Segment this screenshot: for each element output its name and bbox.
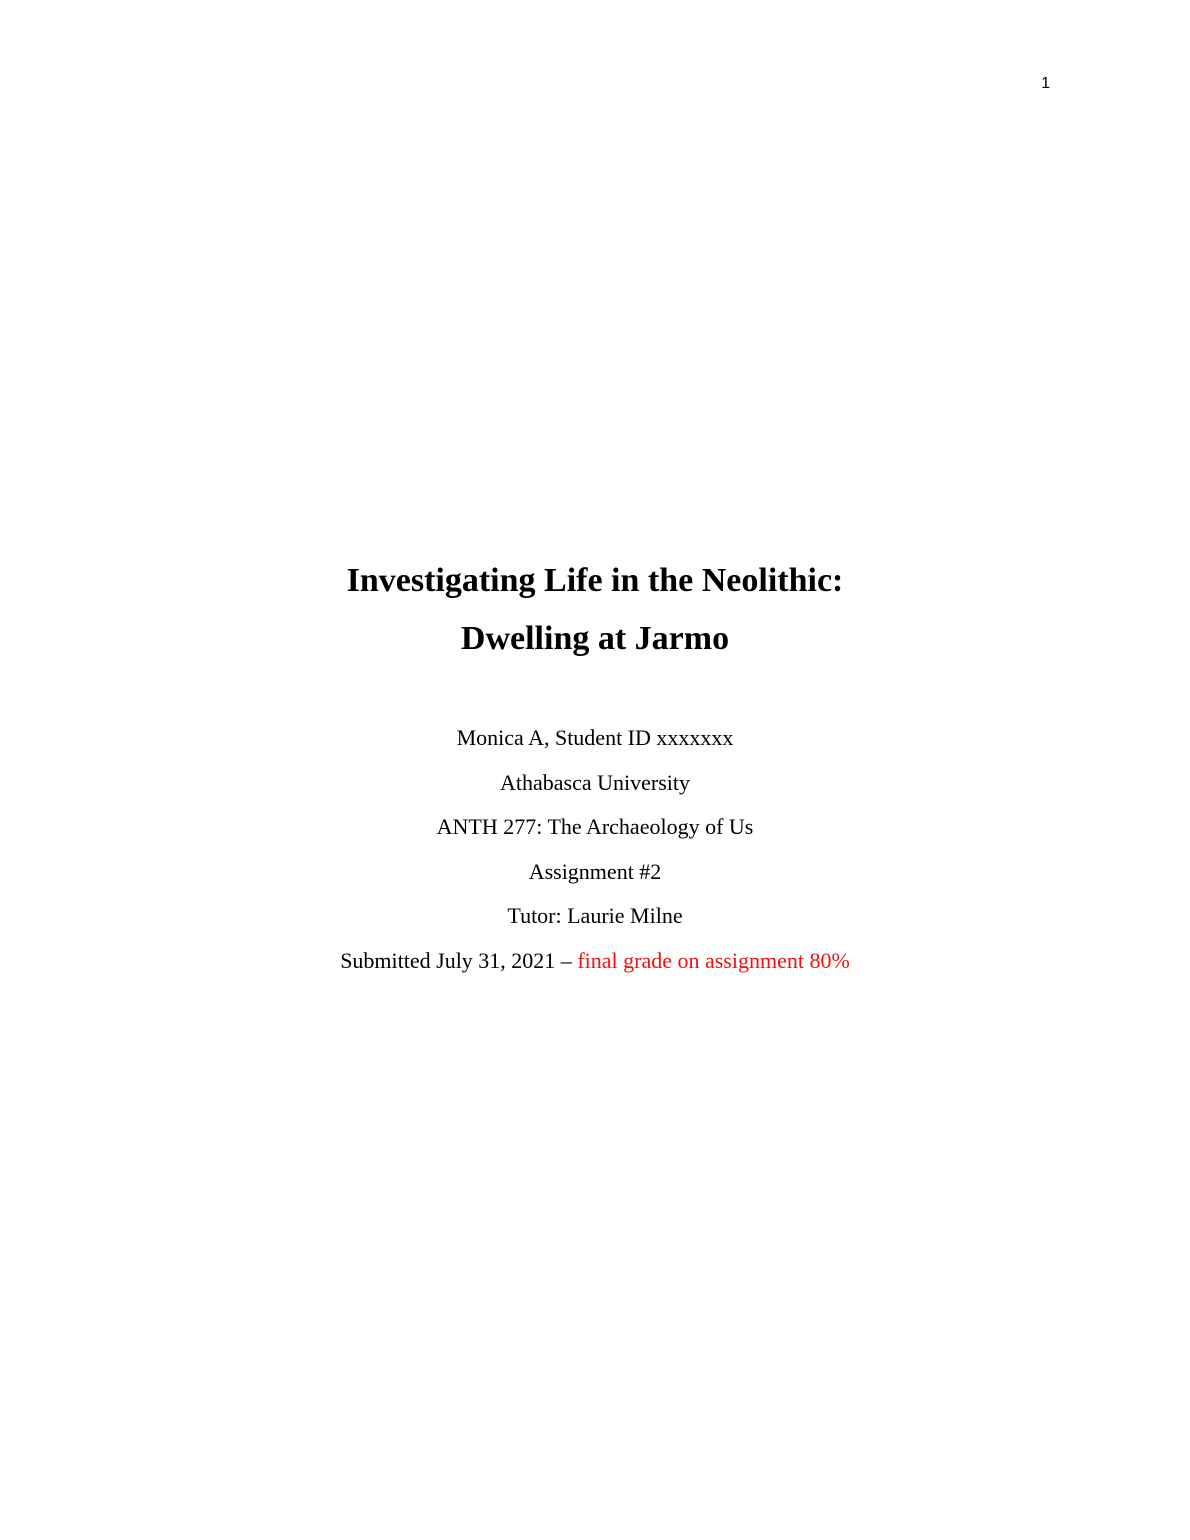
grade-note: final grade on assignment 80%: [577, 947, 850, 973]
submitted-date: Submitted July 31, 2021 –: [340, 947, 578, 973]
title-block: [0, 552, 1190, 668]
assignment-line: Assignment #2: [528, 858, 662, 884]
course-line: ANTH 277: The Archaeology of Us: [436, 814, 754, 840]
submission-line: [0, 939, 1190, 984]
page-number: 1: [1041, 75, 1050, 92]
title-page-details: [0, 716, 1190, 984]
title-line-1: Investigating Life in the Neolithic:: [346, 562, 844, 599]
title-line-2: Dwelling at Jarmo: [460, 620, 730, 657]
tutor-line: Tutor: Laurie Milne: [507, 903, 683, 929]
institution-line: Athabasca University: [500, 769, 690, 795]
author-line: Monica A, Student ID xxxxxxx: [456, 725, 734, 750]
